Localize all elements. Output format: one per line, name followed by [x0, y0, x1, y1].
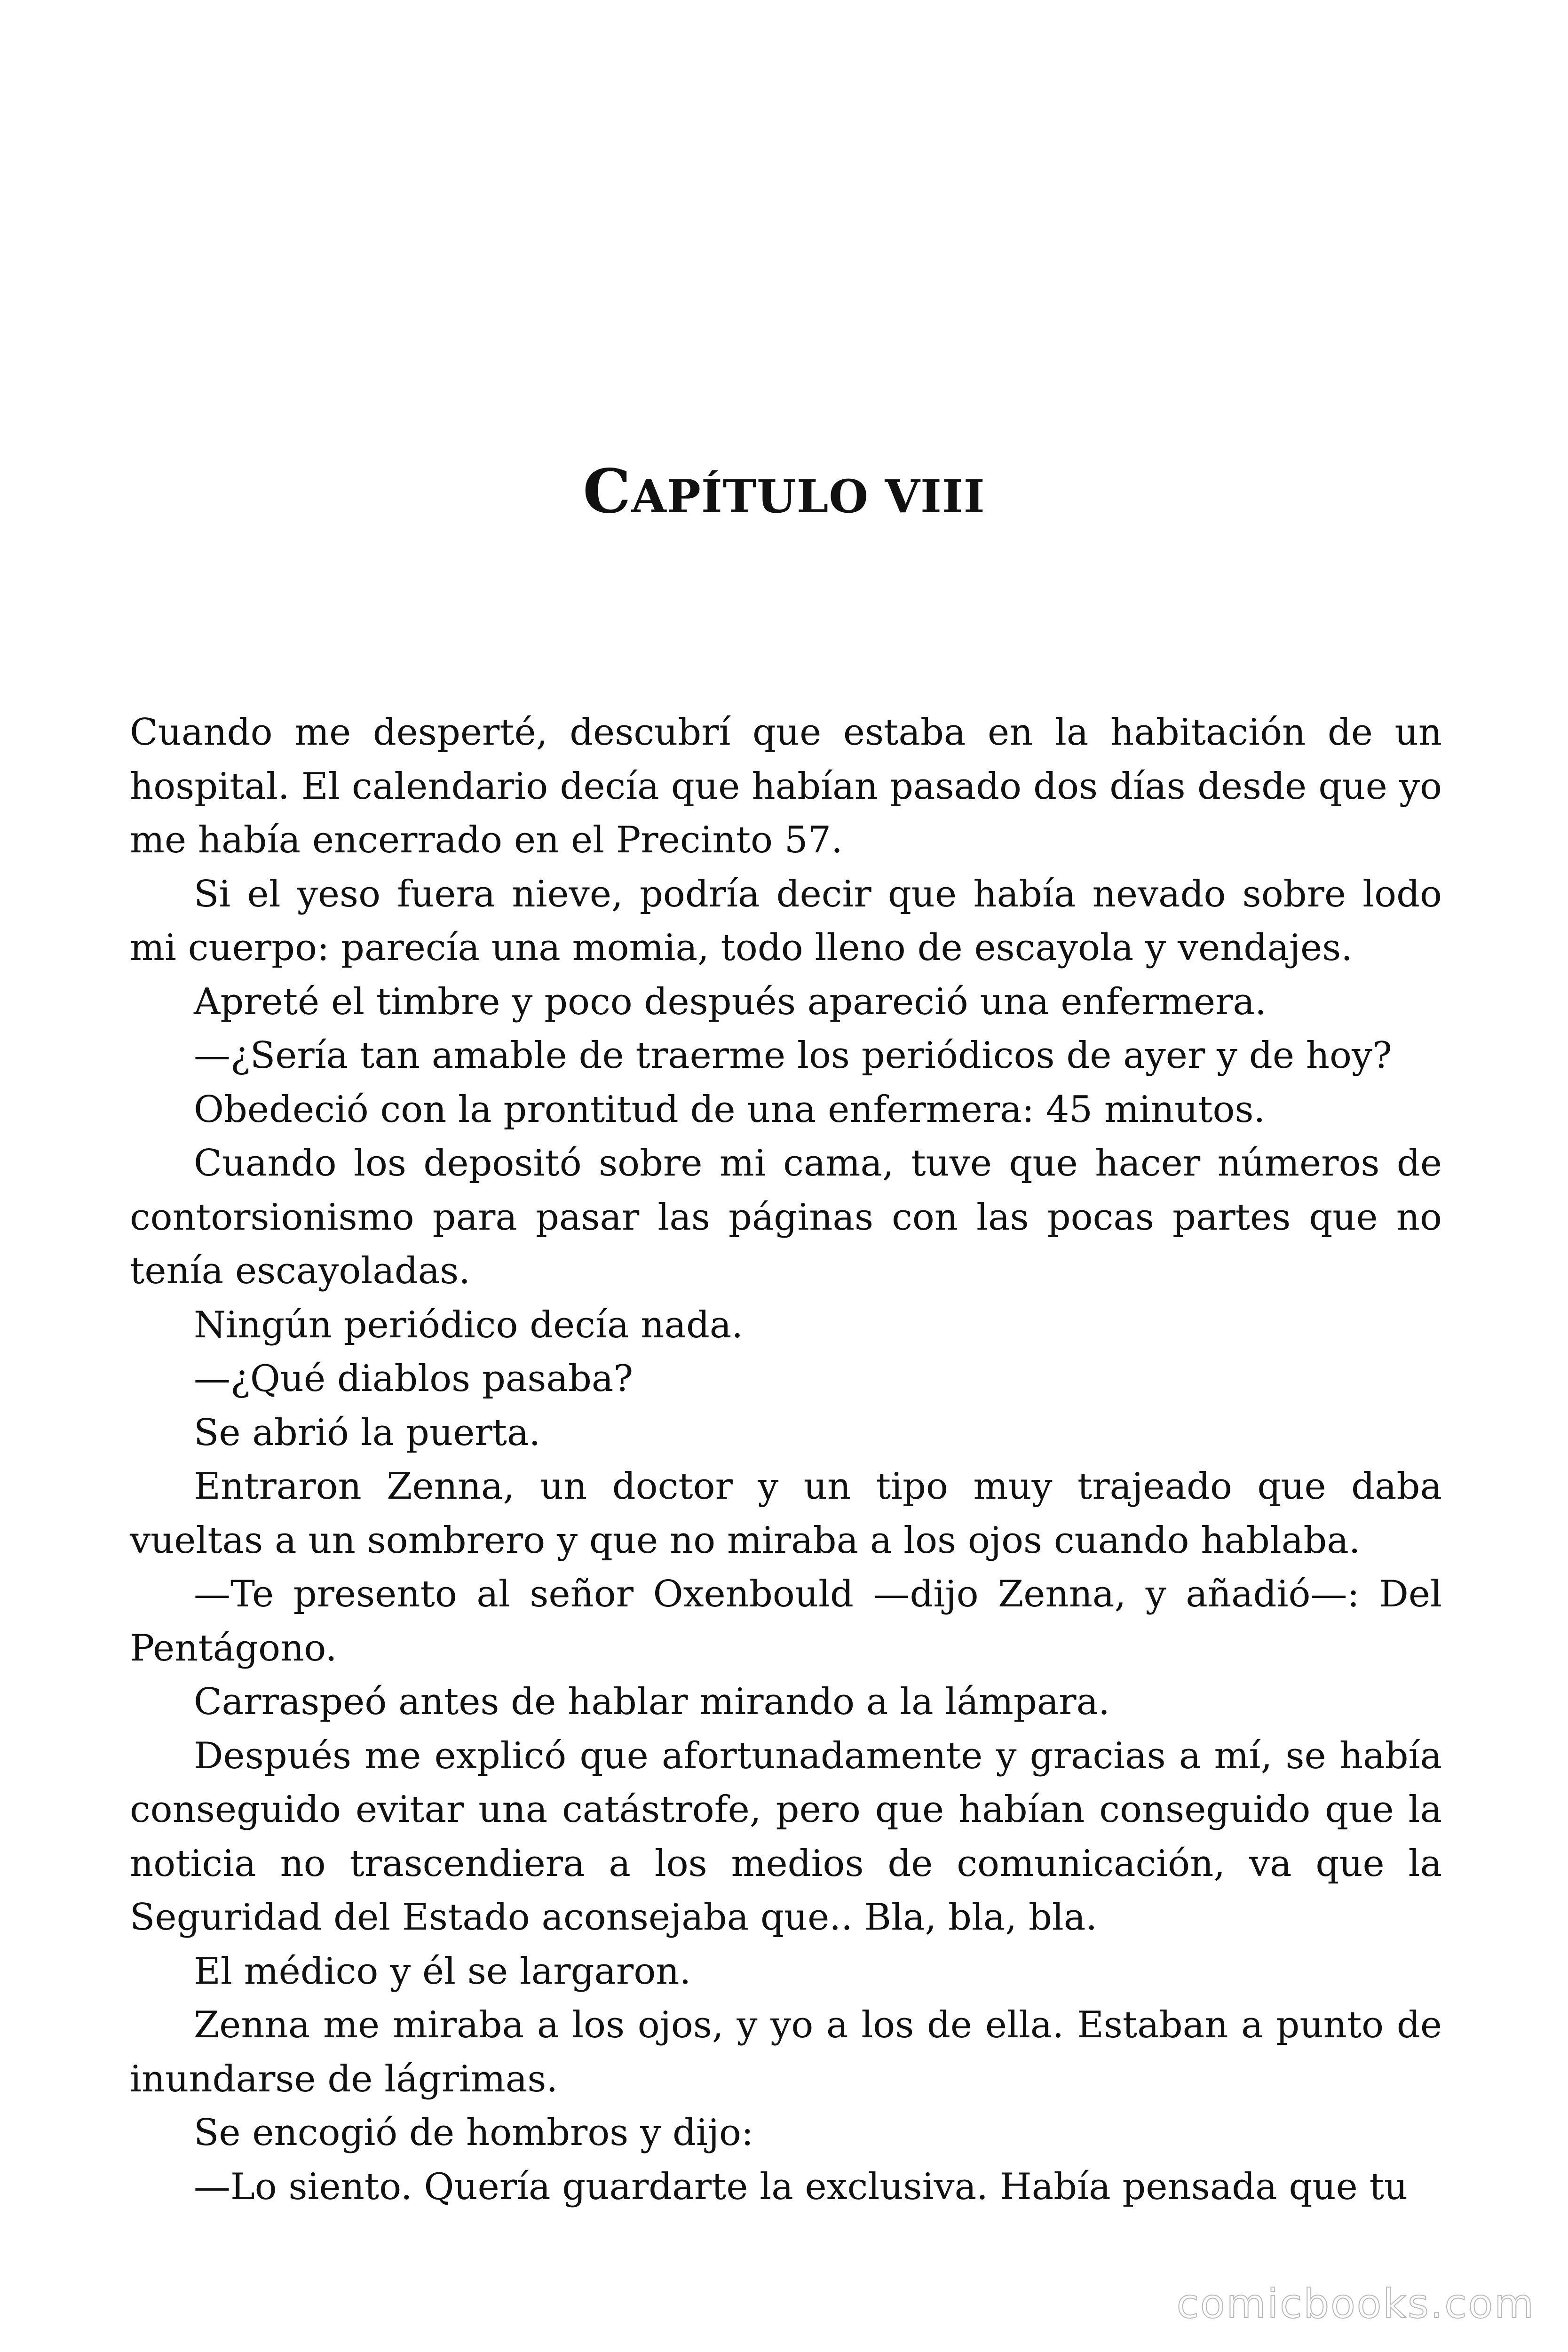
paragraph: Entraron Zenna, un doctor y un tipo muy trajeado que daba vueltas a un sombrero y que no miraba a los ojos cuando hablaba. — [130, 1465, 1442, 1562]
watermark: comicbooks.com — [1176, 2280, 1535, 2328]
chapter-title-rest: APÍTULO VIII — [631, 470, 985, 523]
chapter-body — [130, 706, 1442, 2214]
paragraph: Se encogió de hombros y dijo: — [194, 2112, 754, 2154]
paragraph: Carraspeó antes de hablar mirando a la lámpara. — [194, 1681, 1110, 1723]
paragraph: Obedeció con la prontitud de una enfermera: 45 minutos. — [194, 1088, 1266, 1131]
paragraph: —¿Qué diablos pasaba? — [194, 1358, 634, 1400]
paragraph: Cuando me desperté, descubrí que estaba en la habitación de un hospital. El calendario decía que habían pasado dos días desde que yo me había encerrado en el Precinto 57. — [130, 711, 1442, 861]
paragraph: Si el yeso fuera nieve, podría decir que había nevado sobre lodo mi cuerpo: parecía una momia, todo lleno de escayola y vendajes. — [130, 873, 1442, 969]
paragraph: El médico y él se largaron. — [194, 1950, 691, 1993]
paragraph: Se abrió la puerta. — [194, 1411, 541, 1454]
paragraph: —Lo siento. Quería guardarte la exclusiva. Había pensada que tu — [194, 2165, 1408, 2208]
chapter-title-initial: C — [583, 456, 632, 527]
paragraph: —¿Sería tan amable de traerme los periódicos de ayer y de hoy? — [194, 1034, 1392, 1077]
paragraph: Apreté el timbre y poco después apareció una enfermera. — [194, 980, 1267, 1023]
paragraph: —Te presento al señor Oxenbould —dijo Zenna, y añadió—: Del Pentágono. — [130, 1573, 1442, 1669]
paragraph: Zenna me miraba a los ojos, y yo a los de ella. Estaban a punto de inundarse de lágrimas. — [130, 2004, 1442, 2100]
paragraph: Ningún periódico decía nada. — [194, 1303, 744, 1346]
paragraph: Cuando los depositó sobre mi cama, tuve que hacer números de contorsionismo para pasar las páginas con las pocas partes que no tenía escayoladas. — [130, 1142, 1442, 1292]
chapter-title — [0, 456, 1568, 532]
paragraph: Después me explicó que afortunadamente y gracias a mí, se había conseguido evitar una catástrofe, pero que habían conseguido que la noticia no trascendiera a los medios de comunicación, va que la Seguridad del Estado aconsejaba que.. Bla, bla, bla. — [130, 1734, 1442, 1939]
